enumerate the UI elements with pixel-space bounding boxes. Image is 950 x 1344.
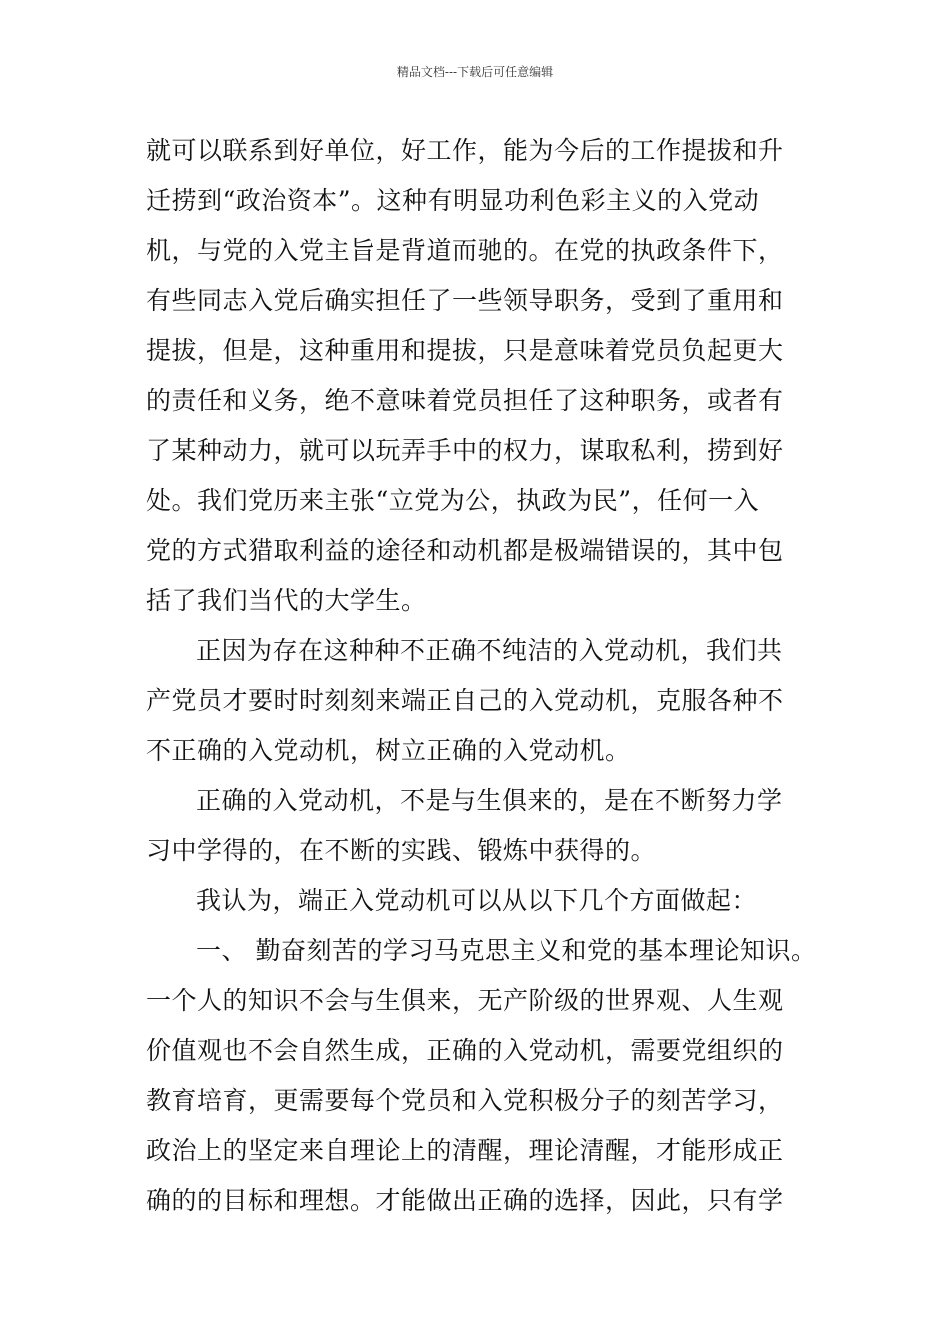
page-header: 精品文档---下载后可任意编辑	[396, 65, 554, 79]
text-line: 机，与党的入党主旨是背道而驰的。在党的执政条件下，	[146, 236, 784, 265]
text-line: 的责任和义务，绝不意味着党员担任了这种职务，或者有	[146, 386, 784, 415]
text-line: 政治上的坚定来自理论上的清醒，理论清醒，才能形成正	[146, 1136, 784, 1165]
paragraph-start-line: 正确的入党动机，不是与生俱来的，是在不断努力学	[196, 786, 783, 815]
text-line: 确的的目标和理想。才能做出正确的选择，因此，只有学	[146, 1186, 784, 1215]
text-line: 处。我们党历来主张“立党为公，执政为民”，任何一入	[146, 486, 760, 515]
text-line: 价值观也不会自然生成，正确的入党动机，需要党组织的	[146, 1036, 784, 1065]
document-body	[146, 126, 818, 1226]
paragraph-start-line: 正因为存在这种种不正确不纯洁的入党动机，我们共	[196, 636, 783, 665]
text-line: 产党员才要时时刻刻来端正自己的入党动机，克服各种不	[146, 686, 784, 715]
numbered-heading-line: 一、 勤奋刻苦的学习马克思主义和党的基本理论知识。	[196, 936, 817, 965]
text-line: 一个人的知识不会与生俱来，无产阶级的世界观、人生观	[146, 986, 784, 1015]
text-line: 习中学得的，在不断的实践、锻炼中获得的。	[146, 836, 657, 865]
text-line: 就可以联系到好单位，好工作，能为今后的工作提拔和升	[146, 136, 784, 165]
paragraph-start-line: 我认为，端正入党动机可以从以下几个方面做起：	[196, 886, 758, 915]
text-line: 提拔，但是，这种重用和提拔，只是意味着党员负起更大	[146, 336, 784, 365]
text-line: 党的方式猎取利益的途径和动机都是极端错误的，其中包	[146, 536, 784, 565]
text-line: 迁捞到“政治资本”。这种有明显功利色彩主义的入党动	[146, 186, 760, 215]
text-line: 不正确的入党动机，树立正确的入党动机。	[146, 736, 631, 765]
text-line: 教育培育，更需要每个党员和入党积极分子的刻苦学习，	[146, 1086, 784, 1115]
text-line: 有些同志入党后确实担任了一些领导职务，受到了重用和	[146, 286, 784, 315]
text-line: 了某种动力，就可以玩弄手中的权力，谋取私利，捞到好	[146, 436, 784, 465]
text-line: 括了我们当代的大学生。	[146, 586, 427, 615]
